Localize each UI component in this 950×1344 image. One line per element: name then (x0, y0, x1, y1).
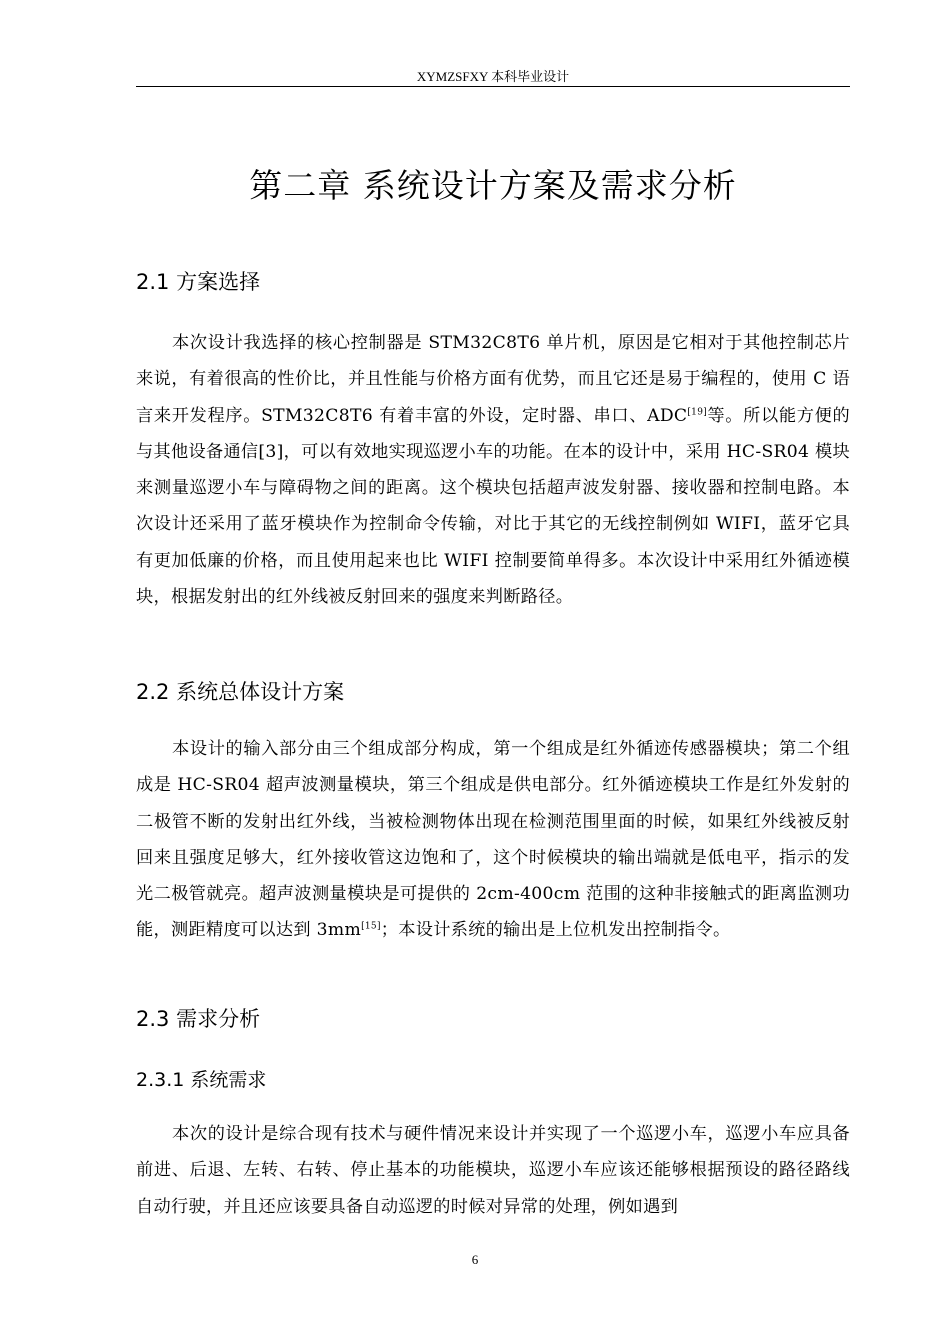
paragraph-text: 本次的设计是综合现有技术与硬件情况来设计并实现了一个巡逻小车，巡逻小车应具备前进、后退、左转、右转、停止基本的功能模块，巡逻小车应该还能够根据预设的路径路线自动行驶，并且还应该要具备自动巡逻的时候对异常的处理，例如遇到 (136, 1124, 850, 1217)
section-heading-2-3: 2.3 需求分析 (136, 1007, 261, 1031)
section-heading-2-3-1: 2.3.1 系统需求 (136, 1069, 267, 1091)
section-heading-2-1: 2.1 方案选择 (136, 270, 261, 294)
section-heading-2-2: 2.2 系统总体设计方案 (136, 680, 345, 704)
paragraph-text: ；本设计系统的输出是上位机发出控制指令。 (380, 920, 731, 941)
chapter-title: 第二章 系统设计方案及需求分析 (249, 166, 737, 205)
page-header: XYMZSFXY 本科毕业设计 (416, 69, 570, 84)
paragraph-text: 本设计的输入部分由三个组成部分构成，第一个组成是红外循迹传感器模块；第二个组成是 HC-SR04 超声波测量模块，第三个组成是供电部分。红外循迹模块工作是红外发射的二极管不断的发射出红外线，当被检测物体出现在检测范围里面的时候，如果红外线被反射回来且强度足够大，红外接收管这边饱和了，这个时候模块的输出端就是低电平，指示的发光二极管就亮。超声波测量模块是可提供的 2cm-400cm 范围的这种非接触式的距离监测功能，测距精度可以达到 3mm (136, 739, 850, 941)
page-number: 6 (471, 1252, 479, 1267)
citation-ref: [19] (687, 406, 708, 417)
citation-ref: [15] (361, 921, 381, 932)
section-2-1-paragraph (136, 325, 850, 615)
header-rule (136, 86, 850, 87)
section-2-2-paragraph (136, 731, 850, 949)
paragraph-text: 本次设计我选择的核心控制器是 STM32C8T6 单片机，原因是它相对于其他控制芯片来说，有着很高的性价比，并且性能与价格方面有优势，而且它还是易于编程的，使用 C 语言来开发程序。STM32C8T6 有着丰富的外设，定时器、串口、ADC (136, 333, 850, 426)
paragraph-text: 等。所以能方便的与其他设备通信[3]，可以有效地实现巡逻小车的功能。在本的设计中，采用 HC-SR04 模块来测量巡逻小车与障碍物之间的距离。这个模块包括超声波发射器、接收器和控制电路。本次设计还采用了蓝牙模块作为控制命令传输，对比于其它的无线控制例如 WIFI，蓝牙它具有更加低廉的价格，而且使用起来也比 WIFI 控制要简单得多。本次设计中采用红外循迹模块，根据发射出的红外线被反射回来的强度来判断路径。 (136, 405, 850, 608)
section-2-3-1-paragraph (136, 1116, 850, 1225)
